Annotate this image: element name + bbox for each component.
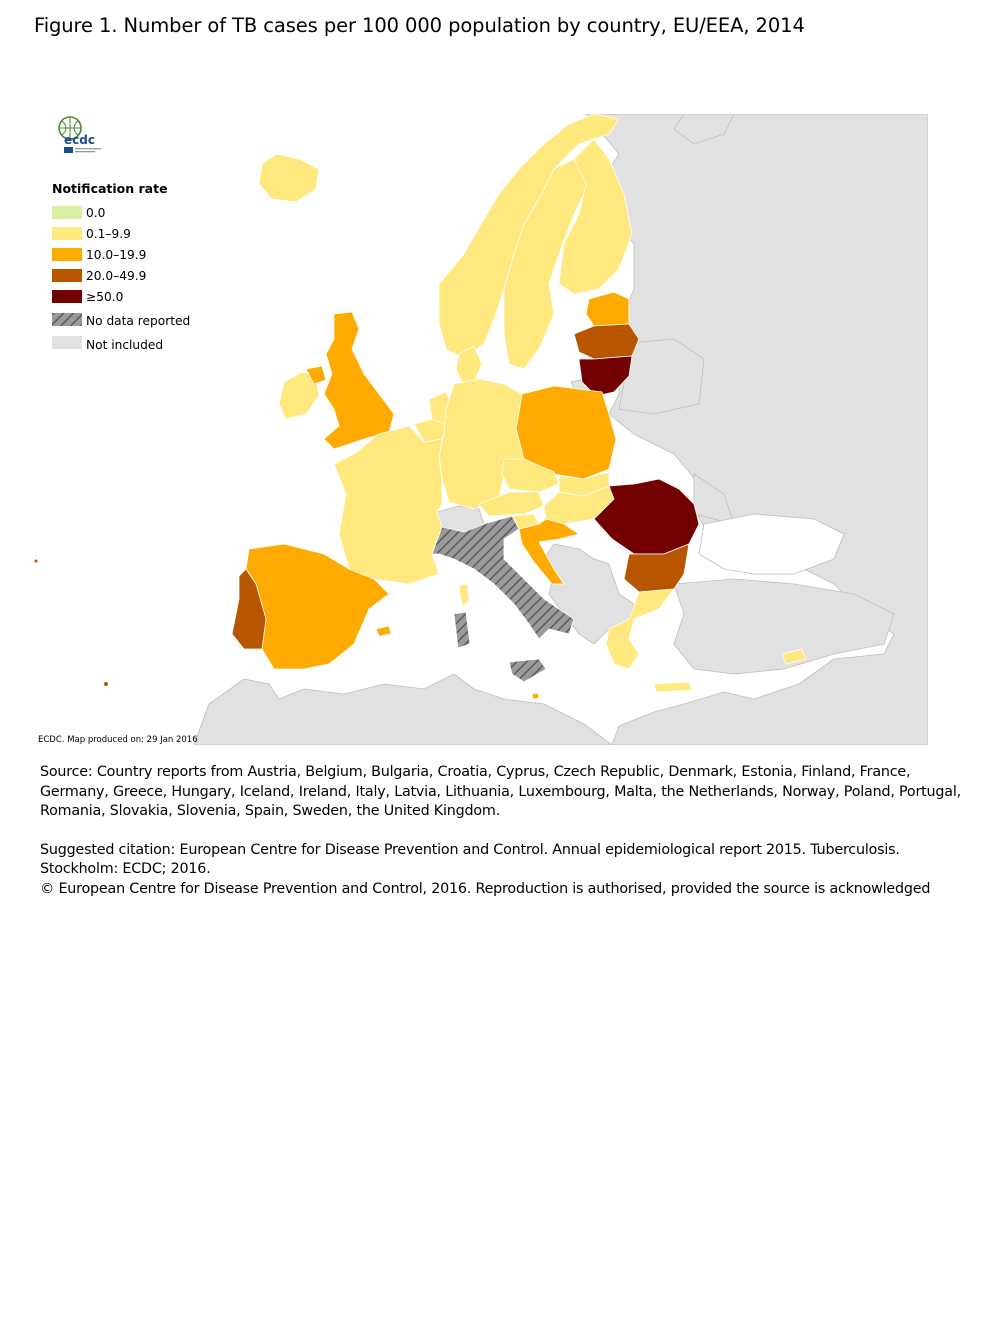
legend-swatch-3 (52, 269, 82, 282)
country-crete (654, 682, 692, 692)
eu-flag-icon (64, 147, 73, 153)
legend-swatch-6 (52, 336, 82, 349)
legend-swatch-4 (52, 290, 82, 303)
map-panel (34, 114, 928, 745)
legend-label-3: 20.0–49.9 (86, 269, 147, 283)
source-note: Source: Country reports from Austria, Belgium, Bulgaria, Croatia, Cyprus, Czech Republic, Denmark, Estonia, Finland, France, Germany, Greece, Hungary, Iceland, Ireland, Italy, Latvia, Lithuania, Luxembourg, Malta, the Netherlands, Norway, Poland, Portugal, Romania, Slovakia, Slovenia, Spain, Sweden, the United Kingdom. (40, 764, 961, 819)
legend-label-0: 0.0 (86, 206, 106, 220)
legend-label-1: 0.1–9.9 (86, 227, 131, 241)
legend-swatch-2 (52, 248, 82, 261)
legend-label-2: 10.0–19.9 (86, 248, 147, 262)
legend-label-4: ≥50.0 (86, 290, 124, 304)
copyright-note: © European Centre for Disease Prevention and Control, 2016. Reproduction is authorised, provided the source is acknowledged (40, 880, 931, 897)
legend-swatch-1 (52, 227, 82, 240)
figure-notes (40, 763, 970, 899)
island-azores (35, 560, 38, 563)
legend-swatch-5 (52, 313, 82, 326)
figure-title: Figure 1. Number of TB cases per 100 000 population by country, EU/EEA, 2014 (34, 14, 805, 37)
legend-swatch-0 (52, 206, 82, 219)
legend-title: Notification rate (52, 181, 168, 196)
island-madeira (104, 682, 108, 686)
legend-label-6: Not included (86, 338, 164, 352)
logo-text: ecdc (64, 133, 95, 147)
country-malta (532, 693, 539, 699)
europe-map (34, 114, 928, 745)
citation-note: Suggested citation: European Centre for Disease Prevention and Control. Annual epidemiological report 2015. Tuberculosis. Stockholm: ECDC; 2016. (40, 841, 900, 877)
map-credit: ECDC. Map produced on: 29 Jan 2016 (38, 735, 198, 745)
legend-label-5: No data reported (86, 314, 191, 328)
